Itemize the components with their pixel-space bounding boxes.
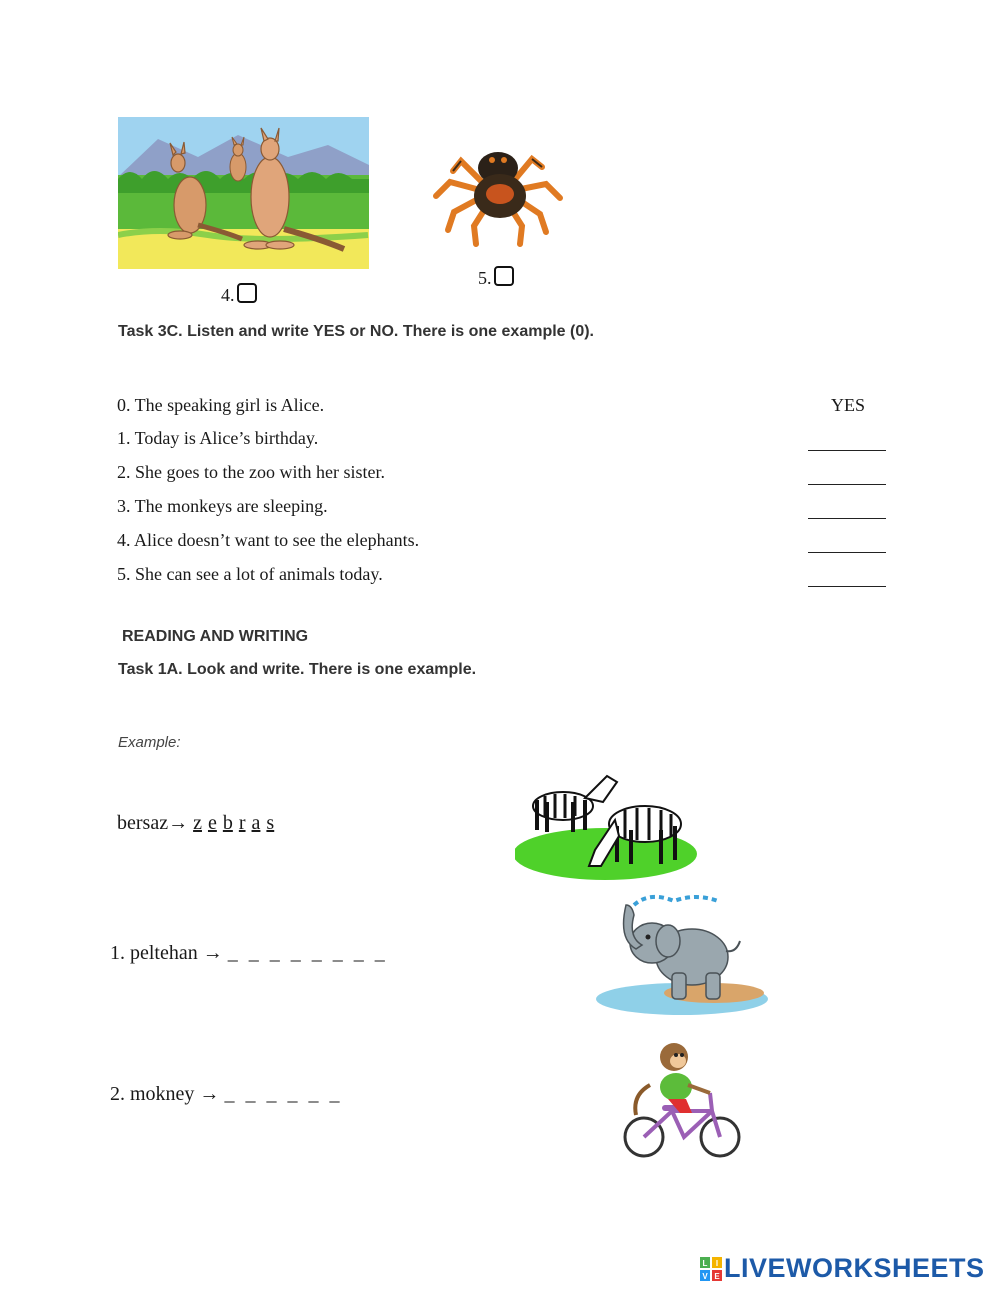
picture-number: 5. — [478, 268, 492, 288]
badge-letter: V — [702, 1272, 708, 1281]
scrambled-word: 1. peltehan → — [110, 942, 223, 964]
statement-4: 4. Alice doesn’t want to see the elephants. — [117, 530, 420, 550]
spider-image — [428, 138, 564, 248]
example-letter: b — [222, 812, 233, 834]
checkbox-4[interactable] — [237, 283, 257, 303]
answer-blanks[interactable]: _ _ _ _ _ _ _ _ — [227, 942, 388, 964]
answer-box-4 — [221, 283, 257, 306]
statement-1: 1. Today is Alice’s birthday. — [117, 428, 319, 448]
picture-number: 4. — [221, 285, 235, 305]
task1a-heading: Task 1A. Look and write. There is one example. — [118, 661, 477, 678]
example-label: Example: — [118, 734, 181, 751]
statement-2: 2. She goes to the zoo with her sister. — [117, 462, 385, 482]
elephant-image — [594, 893, 768, 1017]
example-scrambled: bersaz→ — [117, 812, 189, 834]
answer-line — [808, 538, 886, 553]
statement-5: 5. She can see a lot of animals today. — [117, 564, 383, 584]
example-letter: e — [207, 812, 217, 834]
section-title: READING AND WRITING — [122, 628, 309, 645]
answer-line — [808, 504, 886, 519]
example-letter: a — [251, 812, 261, 834]
answer-field-4[interactable] — [808, 538, 888, 553]
kangaroo-image — [118, 117, 369, 269]
answer-field-5[interactable] — [808, 572, 888, 587]
logo-text: LIVEWORKSHEETS — [724, 1253, 985, 1283]
answer-line — [808, 436, 886, 451]
item-2 — [110, 1083, 342, 1106]
badge-letter: L — [702, 1259, 708, 1268]
answer-box-5 — [478, 266, 514, 289]
checkbox-5[interactable] — [494, 266, 514, 286]
badge-letter: I — [715, 1259, 719, 1268]
statement-3: 3. The monkeys are sleeping. — [117, 496, 328, 516]
item-1 — [110, 942, 388, 965]
monkey-on-bicycle-image — [622, 1037, 744, 1161]
badge-letter: E — [714, 1272, 720, 1281]
example-word — [117, 812, 280, 835]
answer-line — [808, 572, 886, 587]
example-letter: r — [238, 812, 246, 834]
statement-0: 0. The speaking girl is Alice. — [117, 395, 325, 415]
zebra-image — [515, 764, 697, 882]
answer-line — [808, 470, 886, 485]
example-letter: s — [266, 812, 275, 834]
logo-badge-icon — [700, 1257, 722, 1281]
answer-field-3[interactable] — [808, 504, 888, 519]
answer-field-1[interactable] — [808, 436, 888, 451]
scrambled-word: 2. mokney → — [110, 1083, 220, 1105]
answer-blanks[interactable]: _ _ _ _ _ _ — [224, 1083, 343, 1105]
liveworksheets-logo — [700, 1253, 996, 1285]
answer-0: YES — [830, 395, 865, 415]
answer-field-2[interactable] — [808, 470, 888, 485]
task3c-heading: Task 3C. Listen and write YES or NO. There is one example (0). — [118, 323, 594, 340]
example-letter: z — [193, 812, 202, 834]
